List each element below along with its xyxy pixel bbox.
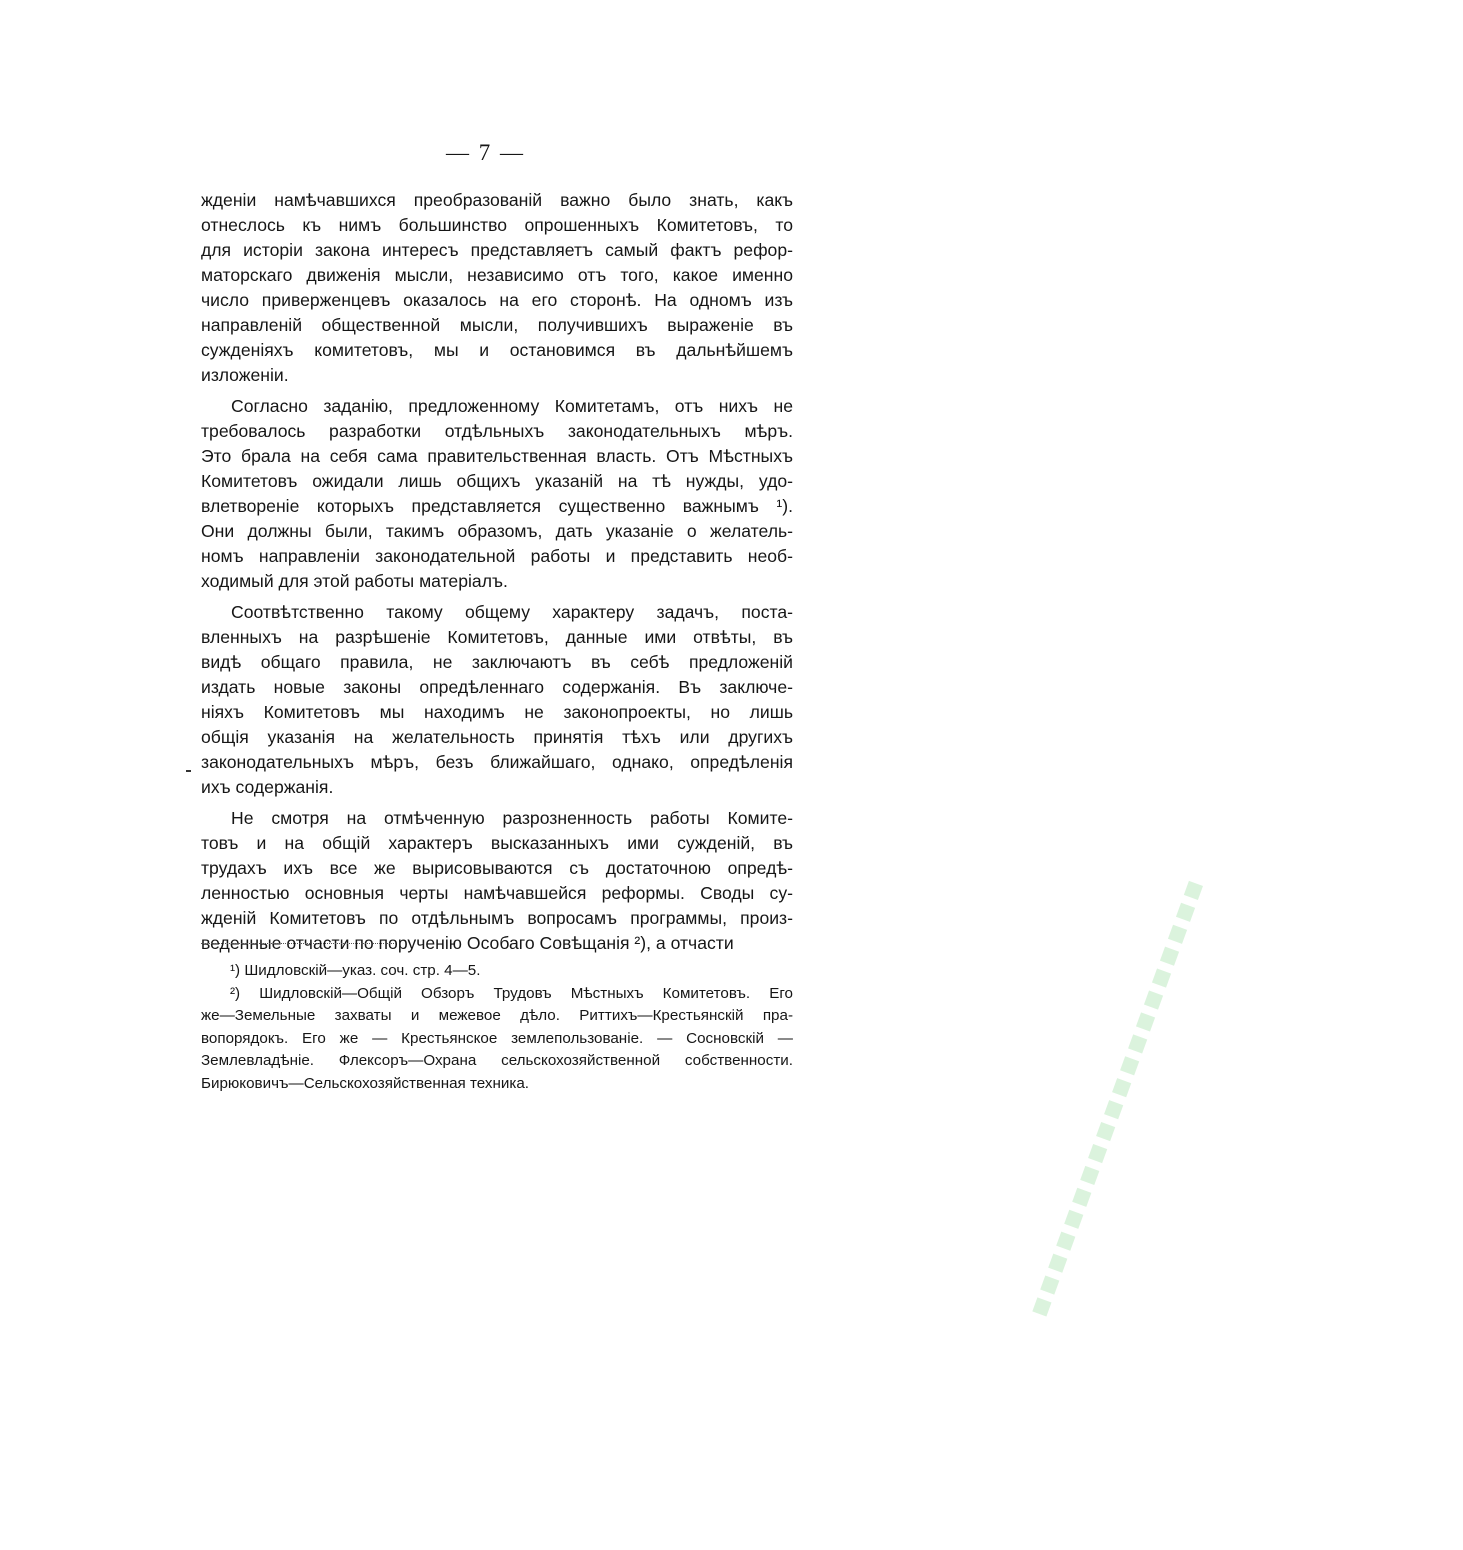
paragraph [201, 188, 793, 388]
text-line: видѣ общаго правила, не заключаютъ въ себѣ предложеній [201, 652, 793, 672]
text-line: Это брала на себя сама правительственная власть. Отъ Мѣстныхъ [201, 446, 793, 466]
watermark: ▪▪▪▪▪▪▪▪▪▪▪▪▪▪▪▪▪▪▪▪ [1020, 871, 1213, 1322]
text-line: для исторіи закона интересъ представляетъ самый фактъ рефор- [201, 240, 793, 260]
text-line: веденные отчасти по порученію Особаго Совѣщанія ²), а отчасти [201, 933, 734, 953]
text-line: отнеслось къ нимъ большинство опрошенныхъ Комитетовъ, то [201, 215, 793, 235]
text-line: издать новые законы опредѣленнаго содержанія. Въ заключе- [201, 677, 793, 697]
text-line: Они должны были, такимъ образомъ, дать указаніе о желатель- [201, 521, 793, 541]
paragraph [201, 394, 793, 594]
text-line: Не смотря на отмѣченную разрозненность работы Комите- [231, 808, 793, 828]
footnote-line: ²) Шидловскій—Общій Обзоръ Трудовъ Мѣстныхъ Комитетовъ. Его [230, 984, 793, 1002]
footnote [230, 960, 793, 983]
text-line: Соотвѣтственно такому общему характеру задачъ, поста- [231, 602, 793, 622]
footnote-divider [201, 943, 396, 944]
page-number: — 7 — [446, 140, 525, 165]
text-line: ніяхъ Комитетовъ мы находимъ не законопроекты, но лишь [201, 702, 793, 722]
body-text [201, 188, 793, 956]
text-line: Комитетовъ ожидали лишь общихъ указаній на тѣ нужды, удо- [201, 471, 793, 491]
text-line: трудахъ ихъ все же вырисовываются съ достаточною опредѣ- [201, 858, 793, 878]
text-line: общія указанія на желательность принятія тѣхъ или другихъ [201, 727, 793, 747]
text-line: ленностью основныя черты намѣчавшейся реформы. Своды су- [201, 883, 793, 903]
text-line: товъ и на общій характеръ высказанныхъ ими сужденій, въ [201, 833, 793, 853]
text-line: законодательныхъ мѣръ, безъ ближайшаго, однако, опредѣленія [201, 752, 793, 772]
text-line: ихъ содержанія. [201, 777, 334, 797]
footnotes [201, 960, 793, 1095]
text-line: ходимый для этой работы матеріалъ. [201, 571, 508, 591]
footnote-line: же—Земельные захваты и межевое дѣло. Риттихъ—Крестьянскій пра- [201, 1007, 793, 1024]
text-line: жденіи намѣчавшихся преобразованій важно было знать, какъ [201, 190, 793, 210]
footnote-line: вопорядокъ. Его же — Крестьянское землепользованіе. — Сосновскій — [201, 1029, 793, 1047]
text-line: маторскаго движенія мысли, независимо отъ того, какое именно [201, 265, 793, 285]
text-line: число приверженцевъ оказалось на его сторонѣ. На одномъ изъ [201, 290, 793, 310]
text-line: вленныхъ на разрѣшеніе Комитетовъ, данные ими отвѣты, въ [201, 627, 793, 647]
text-line: Согласно заданію, предложенному Комитетамъ, отъ нихъ не [231, 396, 793, 416]
footnote-line: Бирюковичъ—Сельскохозяйственная техника. [201, 1074, 529, 1092]
text-line: номъ направленіи законодательной работы и представить необ- [201, 546, 793, 566]
text-line: сужденіяхъ комитетовъ, мы и остановимся въ дальнѣйшемъ [201, 340, 793, 360]
paragraph [201, 600, 793, 800]
footnote-line: ¹) Шидловскій—указ. соч. стр. 4—5. [230, 962, 481, 979]
text-line: жденій Комитетовъ по отдѣльнымъ вопросамъ программы, произ- [201, 908, 793, 928]
footnote [201, 983, 793, 1096]
text-line: изложеніи. [201, 365, 289, 385]
text-line: направленій общественной мысли, получившихъ выраженіе въ [201, 315, 793, 335]
paragraph [201, 806, 793, 956]
text-line: влетвореніе которыхъ представляется существенно важнымъ ¹). [201, 496, 793, 516]
footnote-line: Землевладѣніе. Флексоръ—Охрана сельскохозяйственной собственности. [201, 1052, 793, 1069]
margin-mark [186, 770, 191, 772]
text-line: требовалось разработки отдѣльныхъ законодательныхъ мѣръ. [201, 421, 793, 441]
